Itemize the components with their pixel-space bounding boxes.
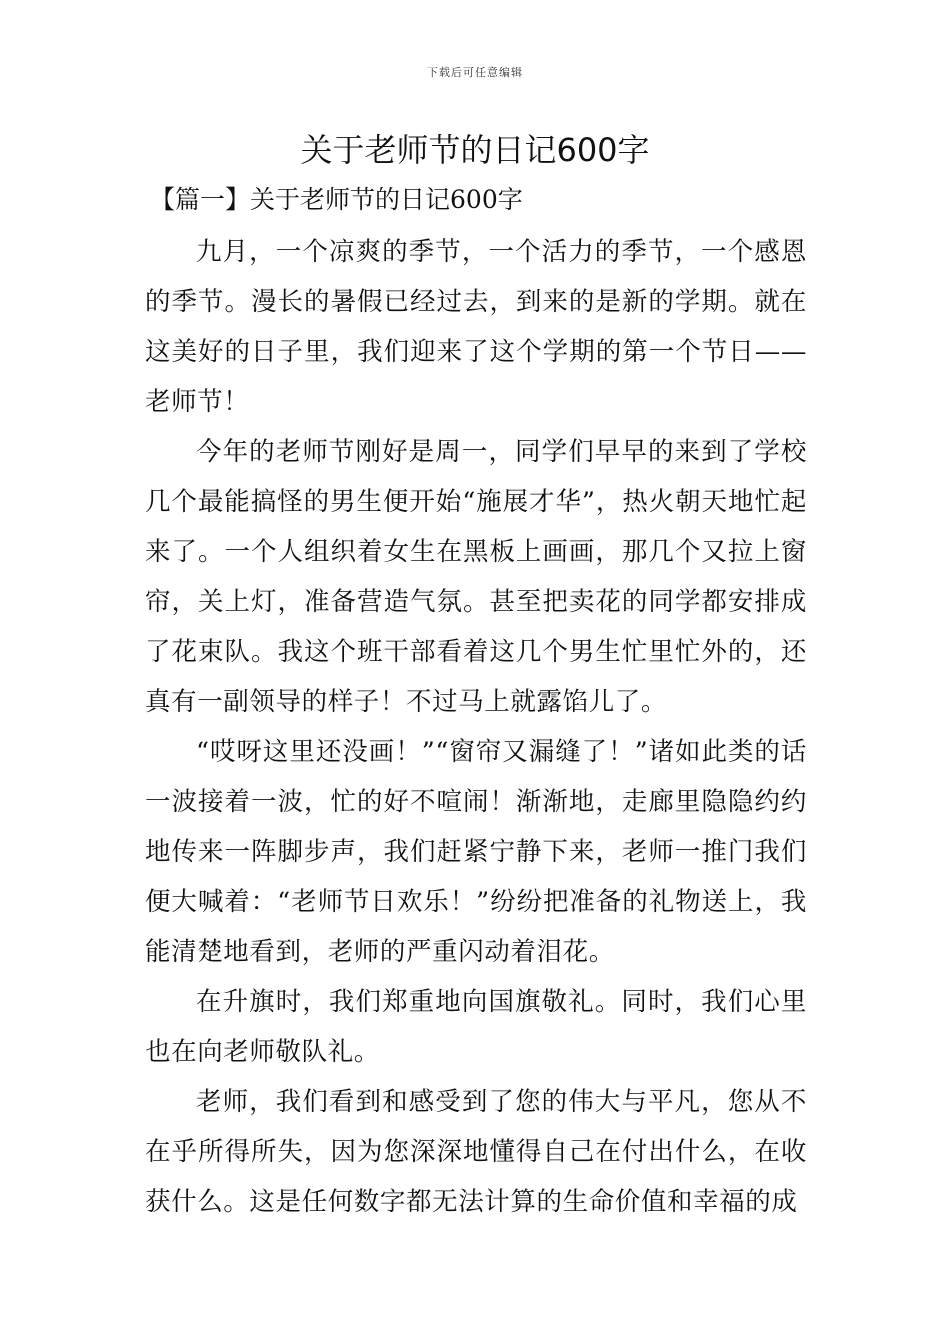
document-title: 关于老师节的日记600字 [300, 131, 650, 169]
paragraph-4: 在升旗时，我们郑重地向国旗敬礼。同时，我们心里也在向老师敬队礼。 [145, 987, 807, 1067]
paragraph-3: “哎呀这里还没画！”“窗帘又漏缝了！”诸如此类的话一波接着一波，忙的好不喧闹！渐渐地，走廊里隐隐约约地传来一阵脚步声，我们赶紧宁静下来，老师一推门我们便大喊着：“老师节日欢乐！”纷纷把准备的礼物送上，我能清楚地看到，老师的严重闪动着泪花。 [145, 737, 807, 967]
paragraph-2: 今年的老师节刚好是周一，同学们早早的来到了学校几个最能搞怪的男生便开始“施展才华”，热火朝天地忙起来了。一个人组织着女生在黑板上画画，那几个又拉上窗帘，关上灯，准备营造气氛。甚至把卖花的同学都安排成了花束队。我这个班干部看着这几个男生忙里忙外的，还真有一副领导的样子！不过马上就露馅儿了。 [145, 437, 807, 717]
document-body [145, 227, 807, 1227]
paragraph-5: 老师，我们看到和感受到了您的伟大与平凡，您从不在乎所得所失，因为您深深地懂得自己在付出什么，在收获什么。这是任何数字都无法计算的生命价值和幸福的成 [145, 1087, 807, 1217]
section-heading: 【篇一】关于老师节的日记600字 [150, 185, 523, 214]
header-note: 下载后可任意编辑 [427, 66, 523, 79]
paragraph-1: 九月，一个凉爽的季节，一个活力的季节，一个感恩的季节。漫长的暑假已经过去，到来的是新的学期。就在这美好的日子里，我们迎来了这个学期的第一个节日——老师节！ [145, 237, 807, 417]
